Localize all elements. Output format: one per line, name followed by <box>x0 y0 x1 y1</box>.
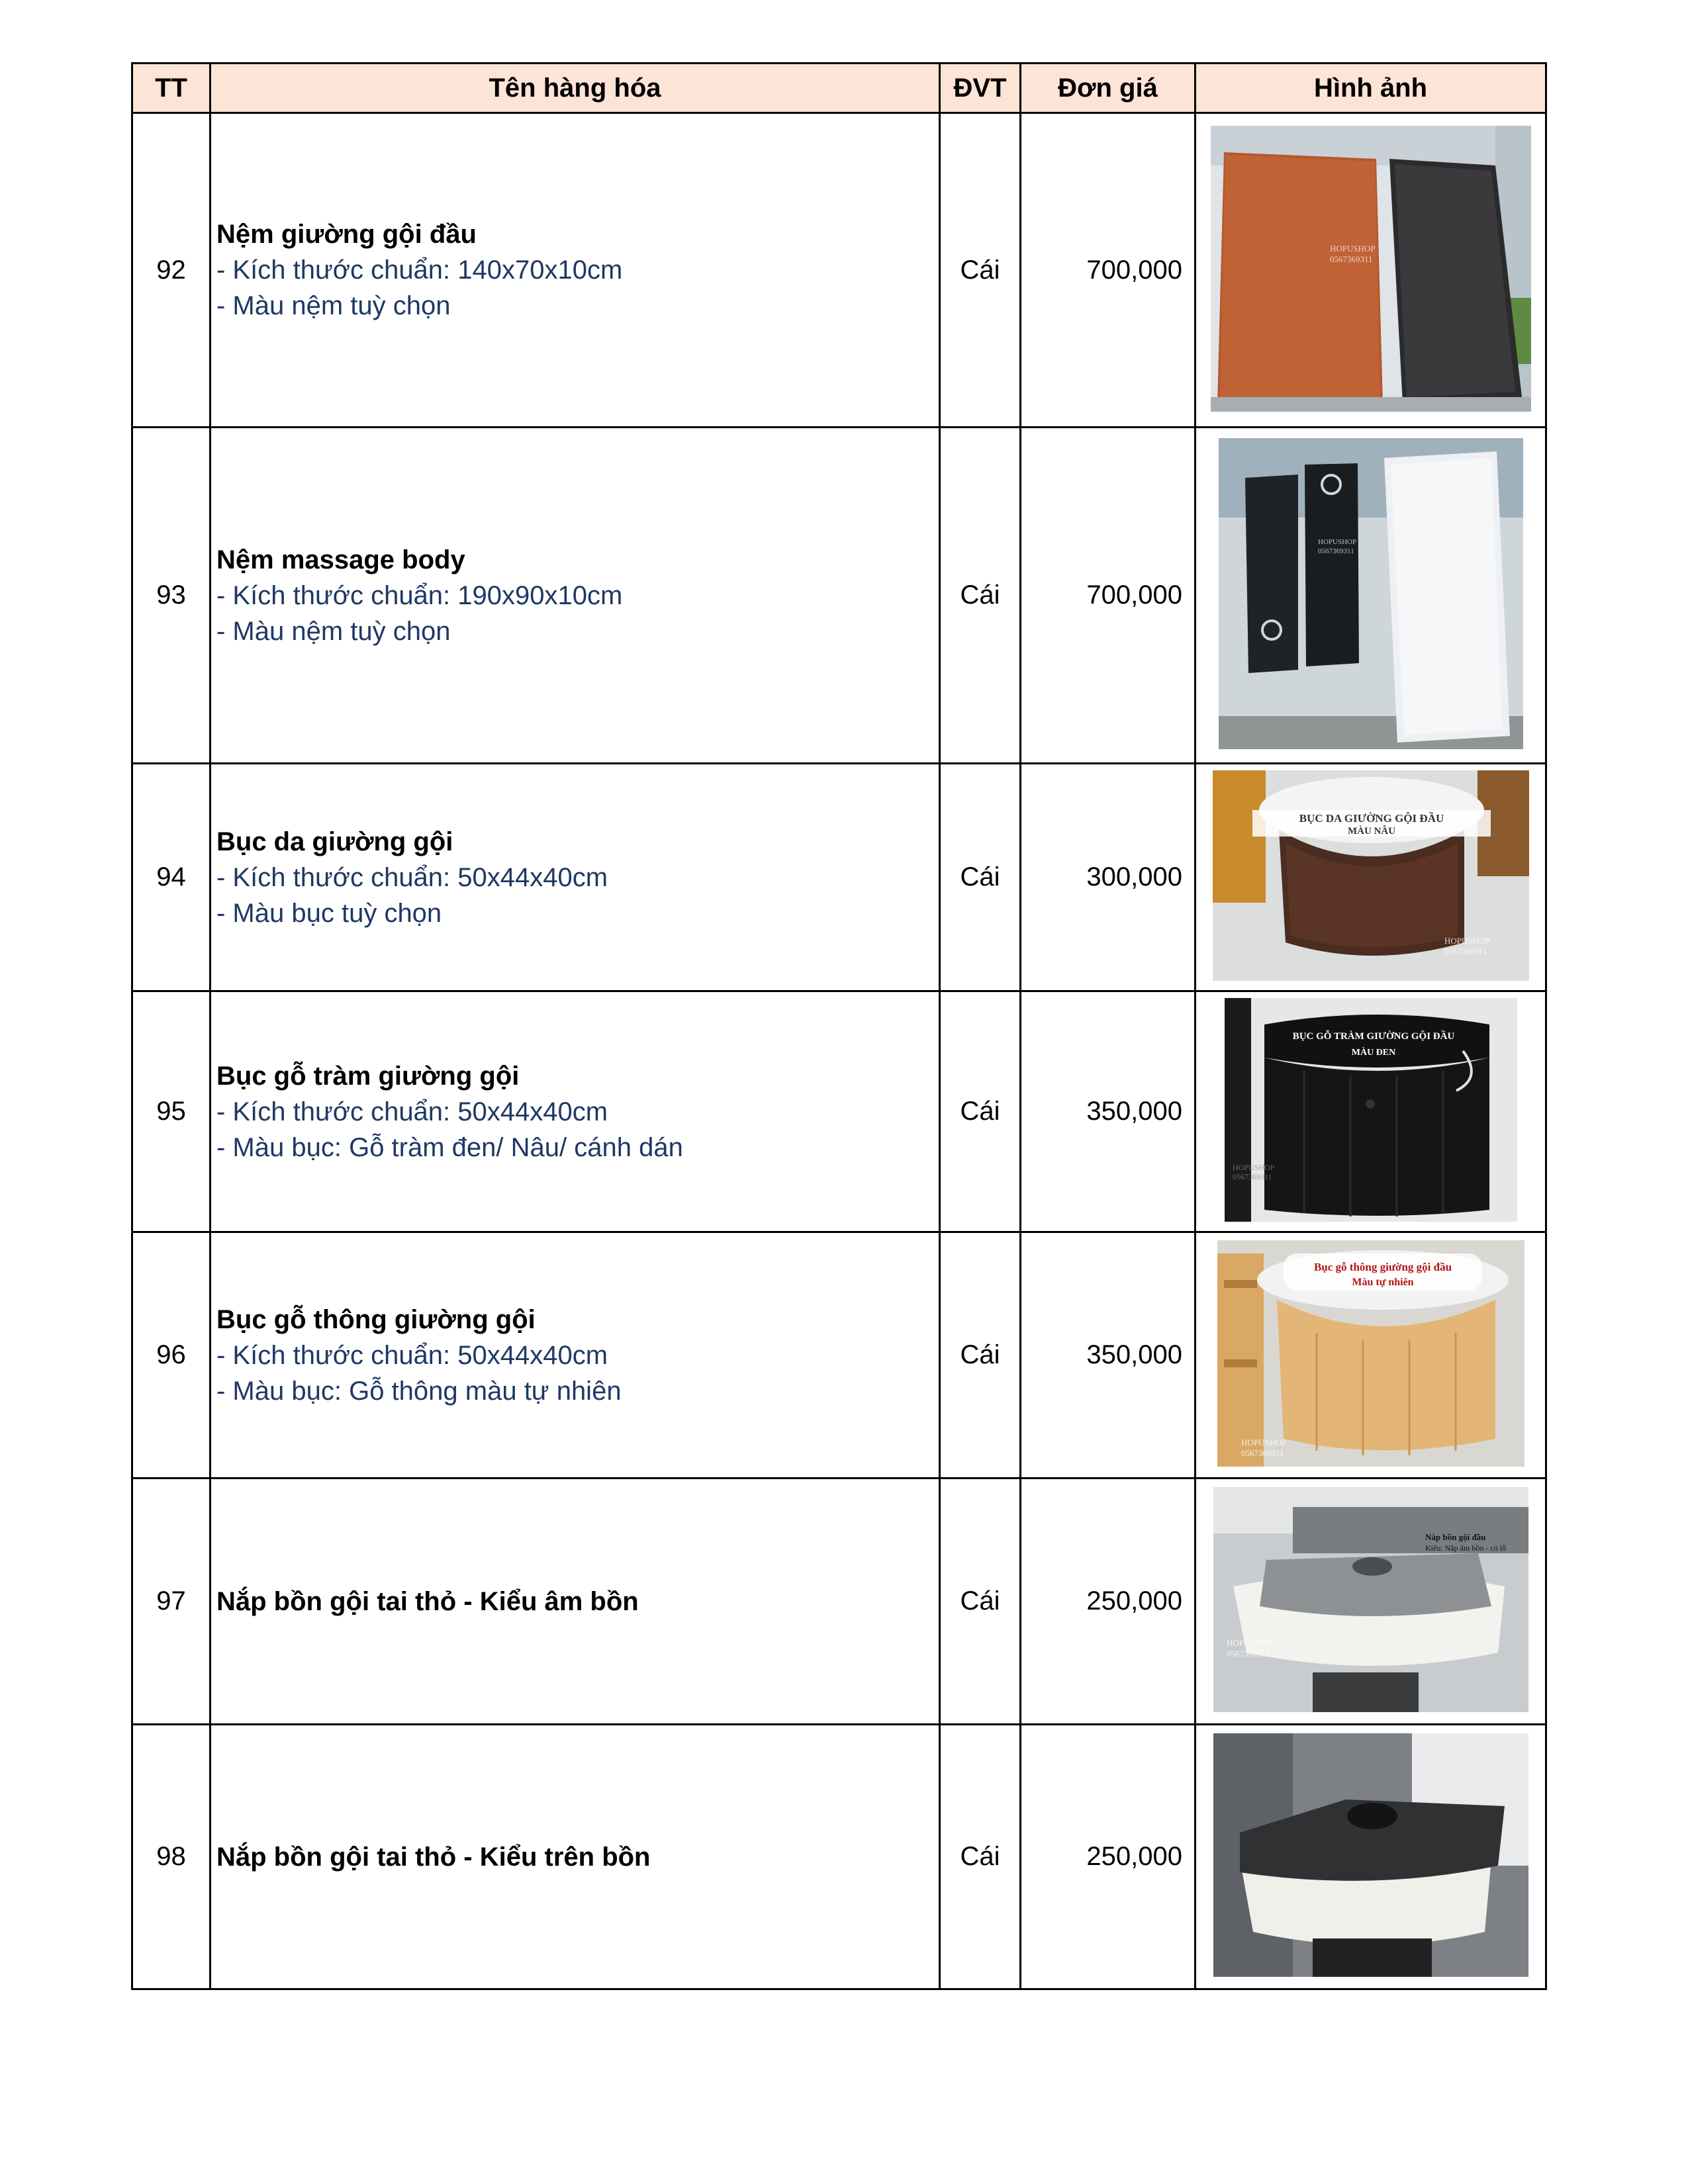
photo-watermark: 0567369311 <box>1317 547 1354 555</box>
price-table <box>131 62 1547 1990</box>
product-spec: - Kích thước chuẩn: 50x44x40cm <box>216 1097 608 1126</box>
photo-watermark: HOPUSHOP <box>1226 1638 1272 1648</box>
product-title: Nệm massage body <box>216 545 465 574</box>
price-cell: 350,000 <box>1021 991 1196 1232</box>
product-name-cell <box>211 991 940 1232</box>
image-cell <box>1196 1479 1546 1725</box>
product-spec: - Màu nệm tuỳ chọn <box>216 291 451 320</box>
unit-cell: Cái <box>940 428 1021 764</box>
product-name-cell <box>211 1479 940 1725</box>
table-row <box>132 764 1546 991</box>
photo-watermark: HOPUSHOP <box>1241 1437 1287 1447</box>
photo-caption: BỤC DA GIƯỜNG GỘI ĐẦU <box>1299 812 1444 825</box>
photo-caption: BỤC GỖ TRÀM GIƯỜNG GỘI ĐẦU <box>1292 1031 1454 1042</box>
product-spec: - Kích thước chuẩn: 140x70x10cm <box>216 255 623 285</box>
header-row <box>132 64 1546 113</box>
product-spec: - Kích thước chuẩn: 50x44x40cm <box>216 862 608 892</box>
photo-watermark: 0567369311 <box>1329 253 1373 264</box>
photo-watermark: HOPUSHOP <box>1444 936 1490 946</box>
product-photo <box>1225 998 1517 1222</box>
product-spec: - Màu nệm tuỳ chọn <box>216 616 451 646</box>
product-name-cell <box>211 764 940 991</box>
photo-caption: Kiểu: Nắp âm bồn - có lỗ <box>1425 1543 1506 1553</box>
row-number: 95 <box>132 991 211 1232</box>
product-title: Bục da giường gội <box>216 827 453 856</box>
product-name-cell <box>211 428 940 764</box>
image-cell <box>1196 764 1546 991</box>
row-number: 92 <box>132 113 211 428</box>
product-title: Nệm giường gội đầu <box>216 220 477 249</box>
product-name-cell <box>211 1232 940 1479</box>
row-number: 98 <box>132 1725 211 1989</box>
photo-caption: Bục gỗ thông giường gội đầu <box>1313 1261 1452 1273</box>
product-name-cell <box>211 113 940 428</box>
product-photo <box>1211 126 1531 412</box>
image-cell <box>1196 1725 1546 1989</box>
image-cell <box>1196 1232 1546 1479</box>
table-row <box>132 991 1546 1232</box>
photo-watermark: 0567369311 <box>1241 1448 1284 1458</box>
product-spec: - Màu bục: Gỗ tràm đen/ Nâu/ cánh dán <box>216 1132 683 1162</box>
header-image: Hình ảnh <box>1196 64 1546 113</box>
image-cell <box>1196 113 1546 428</box>
row-number: 94 <box>132 764 211 991</box>
photo-caption: Nắp bồn gội đầu <box>1425 1532 1485 1542</box>
unit-cell: Cái <box>940 113 1021 428</box>
photo-watermark: 0567369311 <box>1444 946 1487 956</box>
product-spec: - Màu bục: Gỗ thông màu tự nhiên <box>216 1376 622 1406</box>
price-cell: 300,000 <box>1021 764 1196 991</box>
header-unit: ĐVT <box>940 64 1021 113</box>
unit-cell: Cái <box>940 1479 1021 1725</box>
product-title: Bục gỗ thông giường gội <box>216 1304 536 1334</box>
photo-caption: Màu tự nhiên <box>1351 1277 1414 1288</box>
photo-watermark: HOPUSHOP <box>1317 538 1356 546</box>
product-title: Bục gỗ tràm giường gội <box>216 1061 520 1091</box>
price-cell: 700,000 <box>1021 428 1196 764</box>
product-spec: - Màu bục tuỳ chọn <box>216 898 442 928</box>
table-row <box>132 1725 1546 1989</box>
photo-watermark: HOPUSHOP <box>1232 1163 1274 1172</box>
row-number: 96 <box>132 1232 211 1479</box>
photo-caption: MÀU NÂU <box>1347 826 1395 837</box>
product-name-cell <box>211 1725 940 1989</box>
header-tt: TT <box>132 64 211 113</box>
product-photo <box>1213 1733 1528 1977</box>
table-row <box>132 1479 1546 1725</box>
price-cell: 250,000 <box>1021 1479 1196 1725</box>
product-photo <box>1213 1487 1528 1712</box>
image-cell <box>1196 991 1546 1232</box>
product-spec: - Kích thước chuẩn: 50x44x40cm <box>216 1340 608 1370</box>
unit-cell: Cái <box>940 991 1021 1232</box>
unit-cell: Cái <box>940 1232 1021 1479</box>
product-title: Nắp bồn gội tai thỏ - Kiểu âm bồn <box>216 1586 639 1616</box>
product-photo <box>1219 438 1523 749</box>
price-cell: 350,000 <box>1021 1232 1196 1479</box>
product-photo <box>1217 1240 1524 1467</box>
product-title: Nắp bồn gội tai thỏ - Kiểu trên bồn <box>216 1842 651 1872</box>
price-cell: 250,000 <box>1021 1725 1196 1989</box>
unit-cell: Cái <box>940 1725 1021 1989</box>
photo-watermark: HOPUSHOP <box>1329 243 1376 253</box>
photo-watermark: 0567369311 <box>1232 1172 1272 1181</box>
photo-watermark: 0567369311 <box>1226 1649 1270 1659</box>
product-spec: - Kích thước chuẩn: 190x90x10cm <box>216 580 623 610</box>
photo-caption: MÀU ĐEN <box>1351 1048 1395 1058</box>
header-name: Tên hàng hóa <box>211 64 940 113</box>
product-photo <box>1213 770 1529 981</box>
row-number: 93 <box>132 428 211 764</box>
image-cell <box>1196 428 1546 764</box>
header-price: Đơn giá <box>1021 64 1196 113</box>
table-row <box>132 113 1546 428</box>
price-cell: 700,000 <box>1021 113 1196 428</box>
table-row <box>132 428 1546 764</box>
table-row <box>132 1232 1546 1479</box>
row-number: 97 <box>132 1479 211 1725</box>
unit-cell: Cái <box>940 764 1021 991</box>
